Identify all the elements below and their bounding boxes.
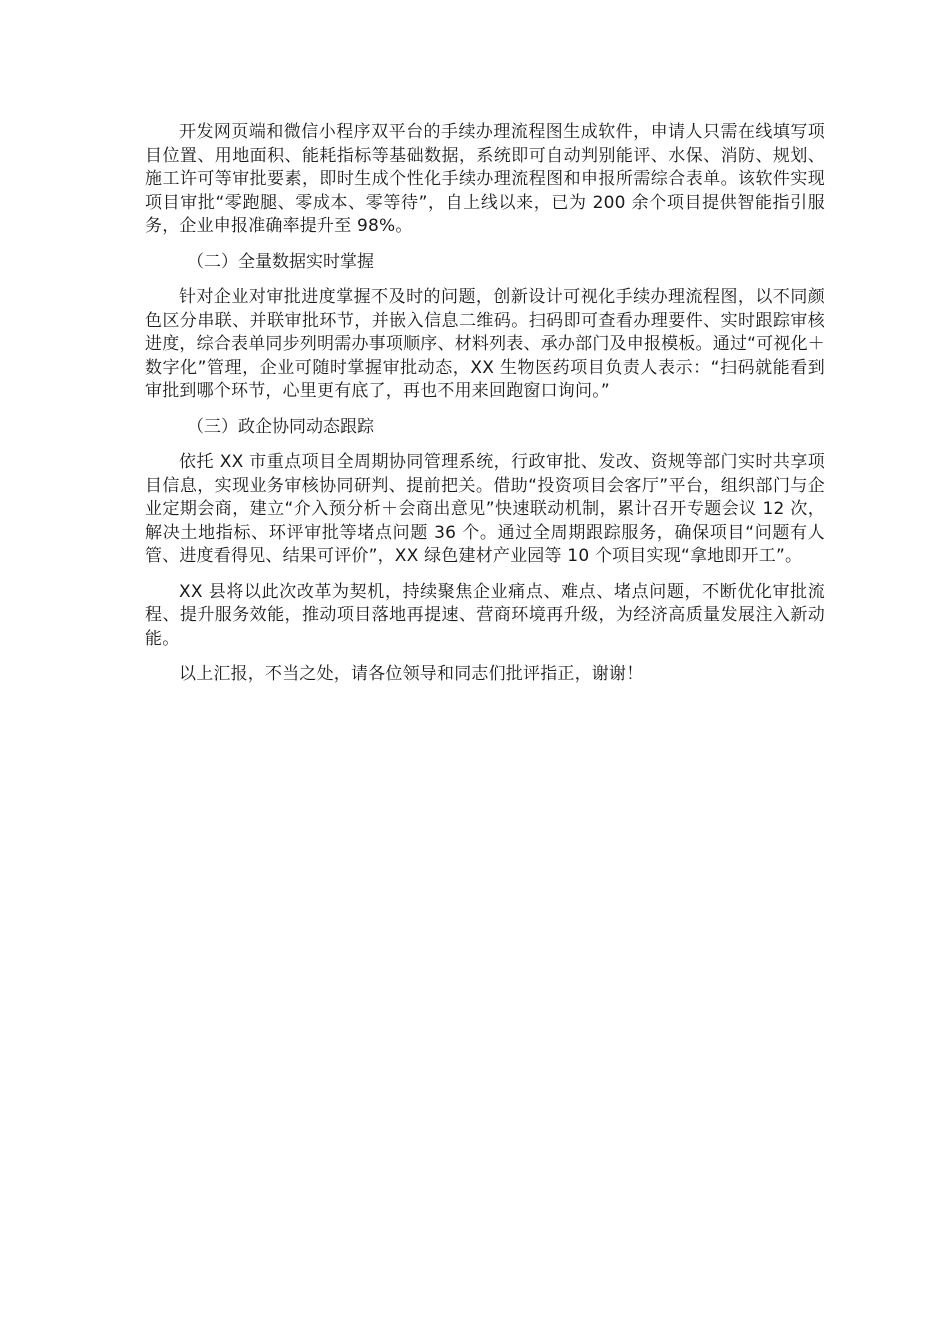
paragraph-county-outlook: XX 县将以此次改革为契机，持续聚焦企业痛点、难点、堵点问题，不断优化审批流程、提升服务效能，推动项目落地再提速、营商环境再升级，为经济高质量发展注入新动能。: [145, 581, 825, 649]
paragraph-visual-flowchart: 针对企业对审批进度掌握不及时的问题，创新设计可视化手续办理流程图，以不同颜色区分串联、并联审批环节，并嵌入信息二维码。扫码即可查看办理要件、实时跟踪审核进度，综合表单同步列明需办事项顺序、材料列表、承办部门及申报模板。通过“可视化＋数字化”管理，企业可随时掌握审批动态，XX 生物医药项目负责人表示：“扫码就能看到审批到哪个环节，心里更有底了，再也不用来回跑窗口询问。”: [145, 287, 825, 401]
section-heading-gov-enterprise: （三）政企协同动态跟踪: [187, 416, 374, 437]
paragraph-closing-remarks: 以上汇报，不当之处，请各位领导和同志们批评指正，谢谢！: [179, 664, 644, 684]
section-heading-realtime-data: （二）全量数据实时掌握: [187, 251, 374, 272]
document-body: [145, 121, 825, 699]
paragraph-collaboration-system: 依托 XX 市重点项目全周期协同管理系统，行政审批、发改、资规等部门实时共享项目信息，实现业务审核协同研判、提前把关。借助“投资项目会客厅”平台，组织部门与企业定期会商，建立“介入预分析＋会商出意见”快速联动机制，累计召开专题会议 12 次，解决土地指标、环评审批等堵点问题 36 个。通过全周期跟踪服务，确保项目“问题有人管、进度看得见、结果可评价”，XX 绿色建材产业园等 10 个项目实现“拿地即开工”。: [145, 452, 825, 566]
paragraph-app-overview: 开发网页端和微信小程序双平台的手续办理流程图生成软件，申请人只需在线填写项目位置、用地面积、能耗指标等基础数据，系统即可自动判别能评、水保、消防、规划、施工许可等审批要素，即时生成个性化手续办理流程图和申报所需综合表单。该软件实现项目审批“零跑腿、零成本、零等待”，自上线以来，已为 200 余个项目提供智能指引服务，企业申报准确率提升至 98%。: [145, 122, 825, 236]
